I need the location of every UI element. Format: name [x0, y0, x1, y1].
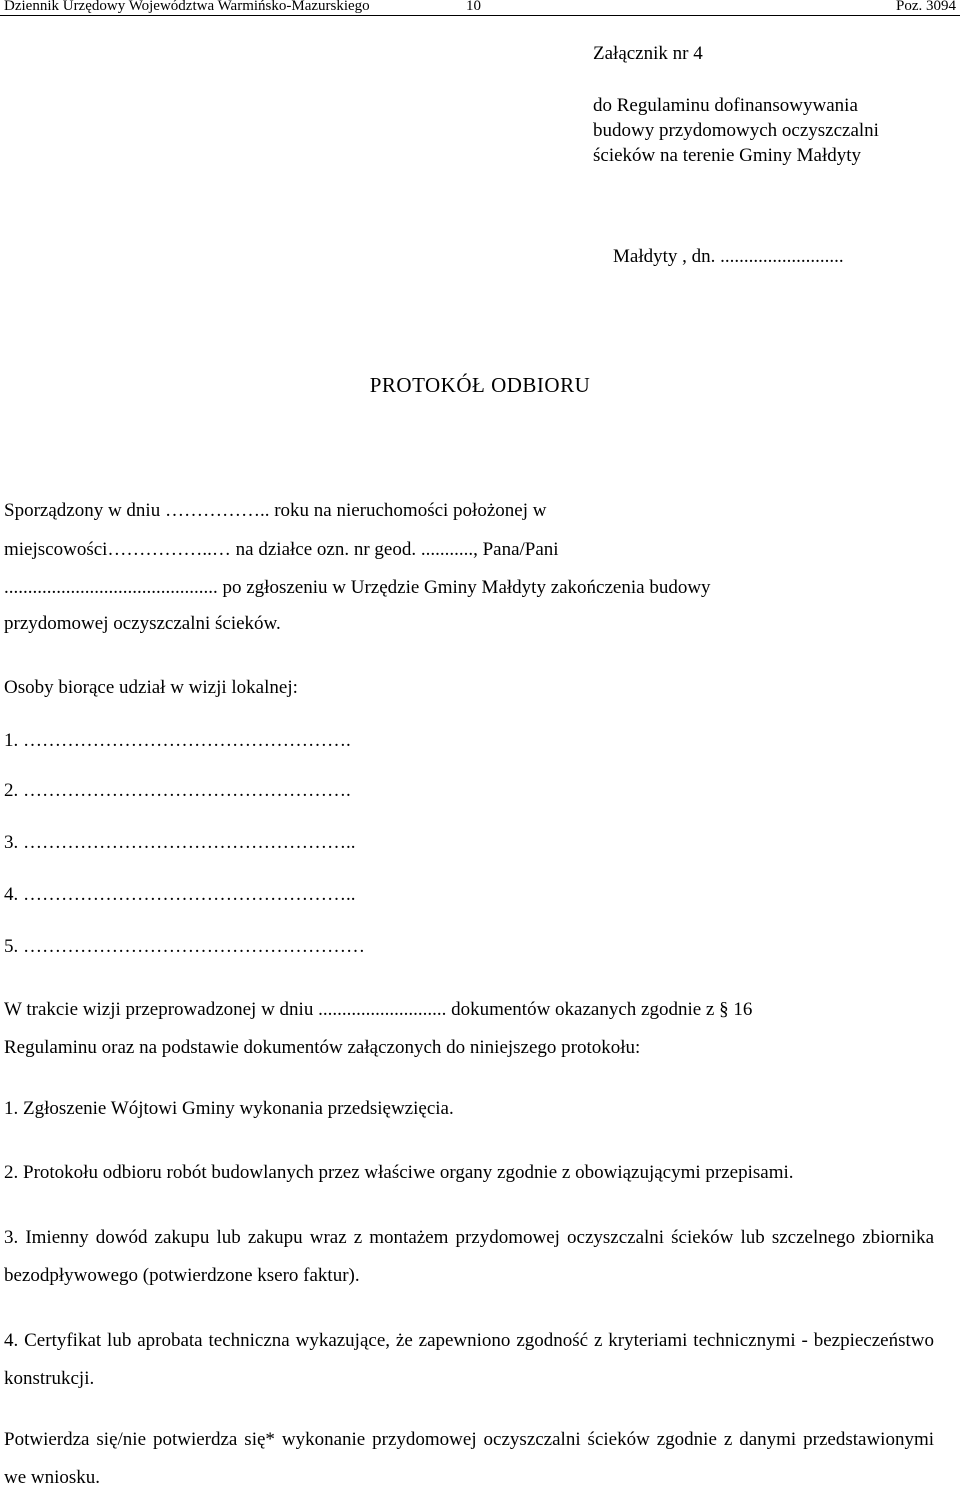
annex-line: budowy przydomowych oczyszczalni [593, 120, 879, 141]
annex-title: Załącznik nr 4 [593, 43, 703, 64]
page-number: 10 [466, 0, 481, 14]
annex-line: ścieków na terenie Gminy Małdyty [593, 145, 862, 166]
inspection-line: W trakcie wizji przeprowadzonej w dniu ........................... dokumentów okazanych zgodnie z § 16 [4, 999, 753, 1020]
participants-label: Osoby biorące udział w wizji lokalnej: [4, 677, 298, 698]
journal-name: Dziennik Urzędowy Województwa Warmińsko-Mazurskiego [4, 0, 370, 14]
place-date: Małdyty , dn. .......................... [613, 246, 844, 267]
confirmation-statement: Potwierdza się/nie potwierdza się* wykonanie przydomowej oczyszczalni ścieków zgodnie z danymi przedstawionymi we wniosku. [4, 1429, 934, 1488]
document-item: 2. Protokołu odbioru robót budowlanych przez właściwe organy zgodnie z obowiązującymi przepisami. [4, 1162, 794, 1183]
participant-item: 2. ……………………………………………. [4, 780, 351, 801]
document-item: 1. Zgłoszenie Wójtowi Gminy wykonania przedsięwzięcia. [4, 1098, 454, 1119]
page-header [0, 0, 960, 16]
document-title: PROTOKÓŁ ODBIORU [369, 373, 591, 397]
annex-line: do Regulaminu dofinansowywania [593, 95, 858, 116]
header-divider [0, 15, 960, 16]
intro-line: ............................................. po zgłoszeniu w Urzędzie Gminy Małdyty zakończenia budowy [4, 577, 711, 598]
annex-description [593, 93, 953, 168]
participant-item: 5. ……………………………………………… [4, 936, 365, 957]
intro-line: przydomowej oczyszczalni ścieków. [4, 613, 281, 634]
intro-line: miejscowości……………..… na działce ozn. nr geod. ..........., Pana/Pani [4, 539, 559, 560]
document-item: 4. Certyfikat lub aprobata techniczna wykazujące, że zapewniono zgodność z kryteriami technicznymi - bezpieczeństwo konstrukcji. [4, 1330, 934, 1389]
participant-item: 3. …………………………………………….. [4, 832, 356, 853]
inspection-line: Regulaminu oraz na podstawie dokumentów załączonych do niniejszego protokołu: [4, 1037, 641, 1058]
intro-line: Sporządzony w dniu …………….. roku na nieruchomości położonej w [4, 500, 547, 521]
participant-item: 4. …………………………………………….. [4, 884, 356, 905]
document-item: 3. Imienny dowód zakupu lub zakupu wraz z montażem przydomowej oczyszczalni ścieków lub szczelnego zbiornika bezodpływowego (potwierdzone ksero faktur). [4, 1227, 934, 1286]
position-number: Poz. 3094 [896, 0, 956, 14]
participant-item: 1. ……………………………………………. [4, 730, 351, 751]
